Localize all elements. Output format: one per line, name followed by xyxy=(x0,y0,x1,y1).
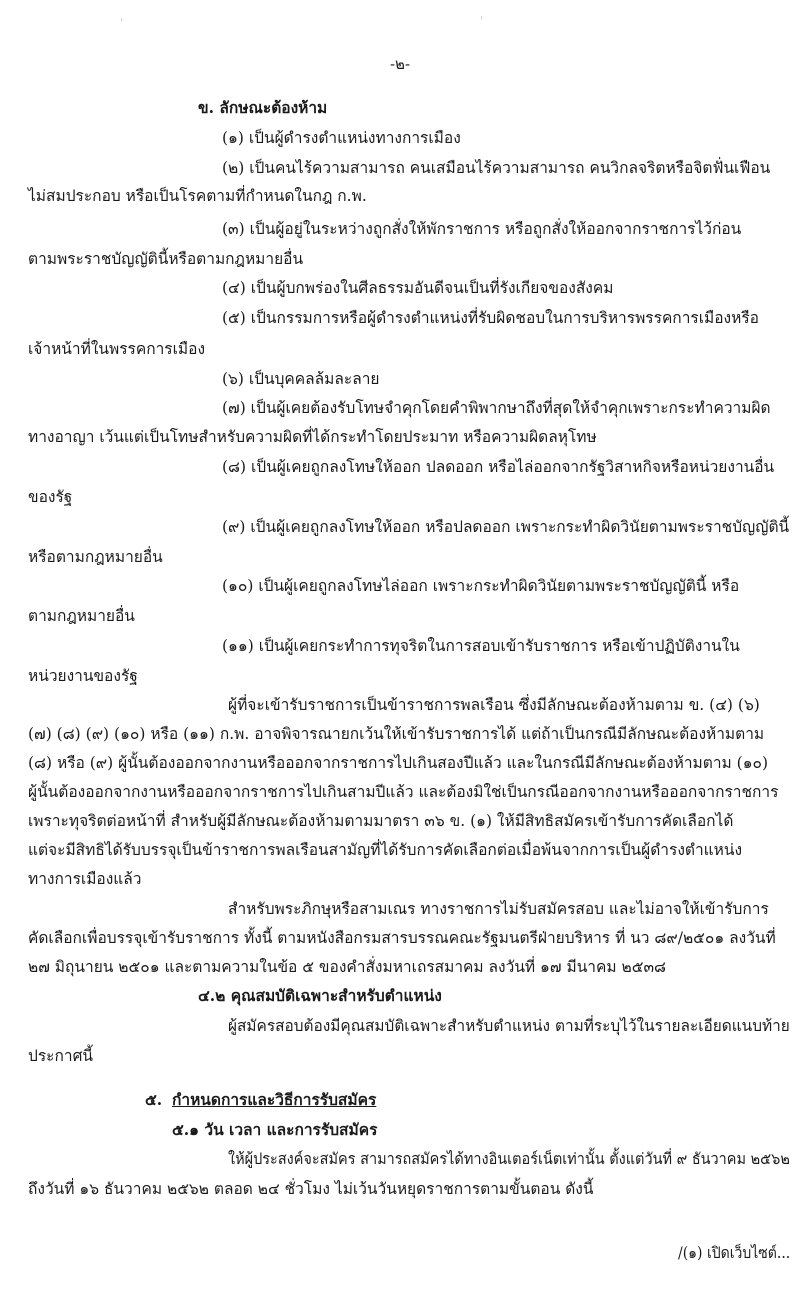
section-5-1-line-2: ถึงวันที่ ๑๖ ธันวาคม ๒๕๖๒ ตลอด ๒๔ ชั่วโมง ไม่เว้นวันหยุดราชการตามขั้นตอน ดังนี้ xyxy=(28,1180,594,1198)
section-4-2-line-2: ประกาศนี้ xyxy=(28,1047,94,1065)
scan-speck: ' xyxy=(480,14,484,28)
section-5-1-line-1: ให้ผู้ประสงค์จะสมัคร สามารถสมัครได้ทางอินเตอร์เน็ตเท่านั้น ตั้งแต่วันที่ ๙ ธันวาคม ๒๕๖๒ xyxy=(228,1150,790,1168)
item-8-line-1: (๘) เป็นผู้เคยถูกลงโทษให้ออก ปลดออก หรือไล่ออกจากรัฐวิสาหกิจหรือหน่วยงานอื่น xyxy=(222,458,775,476)
exemption-para-line-7: ทางการเมืองแล้ว xyxy=(28,870,142,888)
exemption-para-line-4: ผู้นั้นต้องออกจากงานหรือออกจากราชการไปเกินสามปีแล้ว และต้องมิใช่เป็นกรณีออกจากงานหรือออกจากราชการ xyxy=(28,783,779,801)
page-number: -๒- xyxy=(389,55,411,73)
item-7-line-1: (๗) เป็นผู้เคยต้องรับโทษจำคุกโดยคำพิพากษาถึงที่สุดให้จำคุกเพราะกระทำความผิด xyxy=(222,399,771,417)
monks-para-line-2: คัดเลือกเพื่อบรรจุเข้ารับราชการ ทั้งนี้ ตามหนังสือกรมสารบรรณคณะรัฐมนตรีฝ่ายบริหาร ที่ นว ๘๙/๒๕๐๑ ลงวันที่ xyxy=(28,929,776,947)
item-10-line-2: ตามกฎหมายอื่น xyxy=(28,607,135,625)
item-4: (๔) เป็นผู้บกพร่องในศีลธรรมอันดีจนเป็นที่รังเกียจของสังคม xyxy=(222,279,614,297)
section-4-2-heading: ๔.๒ คุณสมบัติเฉพาะสำหรับตำแหน่ง xyxy=(198,986,442,1005)
item-11-line-2: หน่วยงานของรัฐ xyxy=(28,667,138,685)
item-1: (๑) เป็นผู้ดำรงตำแหน่งทางการเมือง xyxy=(222,129,461,147)
item-5-line-2: เจ้าหน้าที่ในพรรคการเมือง xyxy=(28,340,206,358)
section-4-2-line-1: ผู้สมัครสอบต้องมีคุณสมบัติเฉพาะสำหรับตำแหน่ง ตามที่ระบุไว้ในรายละเอียดแนบท้าย xyxy=(228,1017,790,1035)
monks-para-line-3: ๒๗ มิถุนายน ๒๕๐๑ และตามความในข้อ ๕ ของคำสั่งมหาเถรสมาคม ลงวันที่ ๑๗ มีนาคม ๒๕๓๘ xyxy=(28,958,667,976)
item-9-line-2: หรือตามกฎหมายอื่น xyxy=(28,548,163,566)
item-10-line-1: (๑๐) เป็นผู้เคยถูกลงโทษไล่ออก เพราะกระทำผิดวินัยตามพระราชบัญญัตินี้ หรือ xyxy=(222,577,740,595)
continuation-note: /(๑) เปิดเว็บไซต์... xyxy=(678,1244,791,1262)
item-2-line-1 xyxy=(222,158,777,178)
scan-speck: ' xyxy=(120,16,124,30)
item-8-line-2: ของรัฐ xyxy=(28,488,73,506)
item-3-line-2: ตามพระราชบัญญัตินี้หรือตามกฎหมายอื่น xyxy=(28,250,304,268)
item-6: (๖) เป็นบุคคลล้มละลาย xyxy=(222,370,380,388)
item-3-line-1: (๓) เป็นผู้อยู่ในระหว่างถูกสั่งให้พักราชการ หรือถูกสั่งให้ออกจากราชการไว้ก่อน xyxy=(222,220,742,238)
item-2-text: (๒) เป็นคนไร้ความสามารถ คนเสมือนไร้ความสามารถ คนวิกลจริตหรือจิตฟั่นเฟือน xyxy=(222,159,771,177)
section-kho-heading: ข. ลักษณะต้องห้าม xyxy=(198,98,328,117)
item-9-line-1: (๙) เป็นผู้เคยถูกลงโทษให้ออก หรือปลดออก เพราะกระทำผิดวินัยตามพระราชบัญญัตินี้ xyxy=(222,518,790,536)
section-5-heading: กำหนดการและวิธีการรับสมัคร xyxy=(172,1090,377,1109)
exemption-para-line-1: ผู้ที่จะเข้ารับราชการเป็นข้าราชการพลเรือน ซึ่งมีลักษณะต้องห้ามตาม ข. (๔) (๖) xyxy=(228,696,760,714)
section-5-1-heading: ๕.๑ วัน เวลา และการรับสมัคร xyxy=(172,1120,378,1139)
item-11-line-1: (๑๑) เป็นผู้เคยกระทำการทุจริตในการสอบเข้ารับราชการ หรือเข้าปฏิบัติงานใน xyxy=(222,637,740,655)
exemption-para-line-5: เพราะทุจริตต่อหน้าที่ สำหรับผู้มีลักษณะต้องห้ามตามมาตรา ๓๖ ข. (๑) ให้มีสิทธิสมัครเข้ารับการคัดเลือกได้ xyxy=(28,812,734,830)
item-7-line-2: ทางอาญา เว้นแต่เป็นโทษสำหรับความผิดที่ได้กระทำโดยประมาท หรือความผิดลหุโทษ xyxy=(28,428,597,446)
item-2-line-2: ไม่สมประกอบ หรือเป็นโรคตามที่กำหนดในกฎ ก.พ. xyxy=(28,187,367,205)
item-5-line-1: (๕) เป็นกรรมการหรือผู้ดำรงตำแหน่งที่รับผิดชอบในการบริหารพรรคการเมืองหรือ xyxy=(222,309,759,327)
monks-para-line-1: สำหรับพระภิกษุหรือสามเณร ทางราชการไม่รับสมัครสอบ และไม่อาจให้เข้ารับการ xyxy=(228,900,769,918)
exemption-para-line-2: (๗) (๘) (๙) (๑๐) หรือ (๑๑) ก.พ. อาจพิจารณายกเว้นให้เข้ารับราชการได้ แต่ถ้าเป็นกรณีมีลักษณะต้องห้ามตาม xyxy=(28,725,765,743)
exemption-para-line-3: (๘) หรือ (๙) ผู้นั้นต้องออกจากงานหรือออกจากราชการไปเกินสองปีแล้ว และในกรณีมีลักษณะต้องห้ามตาม (๑๐) xyxy=(28,754,769,772)
exemption-para-line-6: แต่จะมีสิทธิได้รับบรรจุเป็นข้าราชการพลเรือนสามัญที่ได้รับการคัดเลือกต่อเมื่อพ้นจากการเป็นผู้ดำรงตำแหน่ง xyxy=(28,841,743,859)
section-5-number: ๕. xyxy=(145,1090,163,1109)
